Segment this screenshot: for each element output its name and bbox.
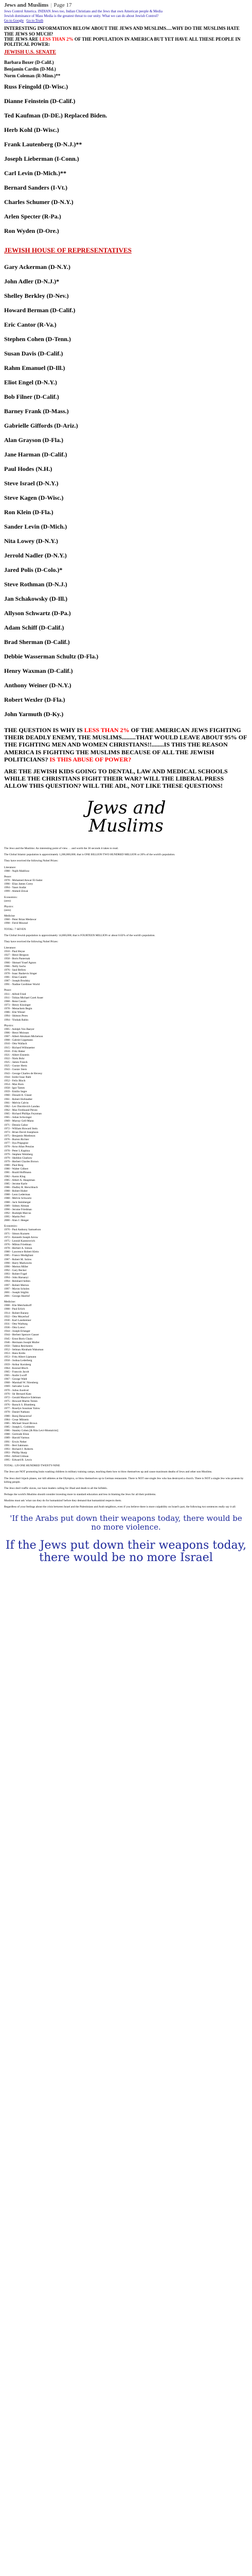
intro-red: LESS THAN 2% — [39, 36, 74, 42]
page-label: Page 17 — [53, 2, 72, 8]
rep-item: Shelley Berkley (D-Nev.) — [4, 292, 69, 299]
rep-item: Adam Schiff (D-Calif.) — [4, 623, 64, 631]
list-item: 1969 - Salvador Luria — [4, 1385, 29, 1388]
intro-pre: INTERESTING INFORMATION BELOW ABOUT THE JEWS AND MUSLIMS.....WHY DO THE MUSLIMS HATE THE JEWS SO MUCH? — [4, 26, 240, 37]
list-item: 1958 - Boris Pasternak — [4, 957, 30, 961]
list-item: 1990 - Merton Miller — [4, 1265, 28, 1268]
list-item: 1988 - Robert Huber — [4, 1190, 28, 1193]
list-item: 1943 - George Charles de Hevesy — [4, 1072, 43, 1075]
link-truth[interactable]: Go to Truth — [26, 18, 44, 23]
total-islam: TOTAL: 7 SEVEN — [4, 927, 26, 931]
list-item: 1965 - Andre Lwoff — [4, 1374, 27, 1377]
rep-item: Jared Polis (D-Colo.)* — [4, 566, 63, 573]
senate-heading: JEWISH U.S. SENATE — [4, 49, 56, 55]
rep-item: Nita Lowey (D-N.Y.) — [4, 537, 58, 545]
paragraph: Perhaps the world's Muslims should consider investing more in standard education and less in blaming the Jews for all their problems. — [4, 1493, 156, 1497]
list-item: 1992 - Rudolph Marcus — [4, 1211, 31, 1215]
rep-item: Bob Filner (D-Calif.) — [4, 393, 59, 400]
list-item: 1993 - Robert Fogel — [4, 1273, 27, 1276]
list-item: 1975 - Howard Martin Temin — [4, 1399, 38, 1403]
jews-literature — [4, 946, 248, 987]
list-item: 1972 - Kenneth Joseph Arrow — [4, 1235, 38, 1239]
list-item: 1931 - Otto Warburg — [4, 1323, 28, 1326]
list-item: 1985 - Joseph L. Goldstein — [4, 1425, 35, 1429]
list-item: 1972 - William Howard Stein — [4, 1127, 38, 1130]
list-item: 1990 - Elias James Corey — [4, 883, 33, 886]
list-item: 1994 - Shimon Peres — [4, 1014, 28, 1018]
book-title-line-2: Muslims — [88, 816, 164, 837]
senator-item: Charles Schumer (D-N.Y.) — [4, 198, 74, 206]
list-item: 1972 - Gerald Maurice Edelman — [4, 1396, 41, 1399]
list-item: 1976 - Milton Friedman — [4, 1243, 32, 1247]
list-item: 1960 - Donald A. Glaser — [4, 1094, 32, 1097]
list-item: 1994 - Alfred Gilman — [4, 1455, 29, 1459]
list-item: 1943 - Gustav Stern — [4, 1068, 27, 1072]
rep-item: Henry Waxman (D-Calif.) — [4, 667, 73, 674]
list-item: 1915 - Richard Willstaetter — [4, 1046, 35, 1049]
site-title: Jews and Muslims — [4, 2, 49, 8]
house-list — [4, 260, 248, 721]
paragraph: They have received the following Nobel Prizes: — [4, 940, 59, 943]
list-item: 1980 - Lawrence Robert Klein — [4, 1250, 39, 1254]
senator-item: Russ Feingold (D-Wisc.) — [4, 82, 68, 90]
senator-item: Benjamin Cardin (D-Md.) — [4, 66, 56, 72]
list-item: 1968 - Marshall W. Nirenberg — [4, 1381, 39, 1385]
list-item: 1971 - Dennis Gabor — [4, 1123, 28, 1127]
list-item: 1952 - Felix Bloch — [4, 1079, 26, 1082]
list-item: 1977 - Roselyn Sussman Yalow — [4, 1407, 40, 1411]
islam-medicine — [4, 914, 248, 925]
nav-line-2[interactable]: Jewish dominance of Mass Media is the greatest threat to our unity. What we can do about Jewish Control? — [4, 13, 159, 18]
list-item: (zero) — [4, 899, 11, 903]
list-item: 1998 - Ferid Mourad — [4, 922, 28, 925]
rep-item: Gabrielle Giffords (D-Ariz.) — [4, 421, 78, 429]
group-title: Medicine: — [4, 1300, 16, 1304]
list-item: 1953 - Hans Krebs — [4, 1352, 26, 1355]
list-item: 2001 - George Akerlof — [4, 1295, 30, 1298]
list-item: 1984 - Cesar Milstein — [4, 1418, 29, 1421]
list-item: 1989 - Sidney Altman — [4, 1204, 29, 1208]
book-title — [4, 799, 248, 836]
list-item: 1930 - Karl Landsteiner — [4, 1318, 31, 1322]
rep-item: Susan Davis (D-Calif.) — [4, 349, 63, 357]
senator-item: Ron Wyden (D-Ore.) — [4, 227, 59, 234]
list-item: 1958 - Igor Tamm — [4, 1087, 25, 1090]
rep-item: John Adler (D-N.J.)* — [4, 277, 60, 285]
paragraph: The Global Islamic population is approximately 1,200,000,000; that is ONE BILLION TWO HUNDRED MILLION or 20% of the world's population. — [4, 853, 175, 857]
list-item: 1991 - Nadine Gordimer World — [4, 983, 40, 987]
list-item: 1988 - Jack Steinberger — [4, 1200, 31, 1204]
group-title: Physics: — [4, 1024, 14, 1027]
list-item: 1987 - Joseph Brodsky — [4, 979, 30, 983]
list-item: 1970 - Sir Bernard Katz — [4, 1392, 31, 1396]
list-item: 1927 - Henri Bergson — [4, 954, 29, 957]
list-item: 1999 - Ahmed Zewai — [4, 890, 28, 893]
list-item: 1997 - Myron Scholes — [4, 1287, 30, 1291]
rep-item: Jerrold Nadler (D-N.Y.) — [4, 551, 67, 559]
jews-peace — [4, 989, 248, 1022]
nav-line-3 — [4, 19, 248, 23]
list-item: 1994 - Yitzhak Rabin — [4, 1018, 28, 1022]
question-2: ARE THE JEWISH KIDS GOING TO DENTAL, LAW AND MEDICAL SCHOOLS WHILE THE CHRISTIANS FIGHT THEIR WAR? WILL THE LIBERAL PRESS ALLOW THIS QUESTION? WILL THE ADL, NOT LIKE THESE QUESTIONS! — [4, 767, 228, 790]
paragraph: The Jews don't hijack planes, nor kill athletes at the Olympics, or blow themselves up in German restaurants. There is NOT one single Jew who has destroyed a church. There is NOT a single Jew who protests by killing people. — [4, 1477, 244, 1484]
list-item: 1978 - Menachem Begin — [4, 1007, 32, 1011]
list-item: 1990 - Harry Markowitz — [4, 1261, 32, 1265]
total-jews: TOTAL: 129 ONE HUNDRED TWENTY-NINE — [4, 1464, 60, 1468]
list-item: 1906 - Henri Moissan — [4, 1031, 29, 1035]
list-item: 1969 - Murray Gell-Mann — [4, 1120, 34, 1123]
rep-item: Howard Berman (D-Calif.) — [4, 306, 76, 314]
islam-literature — [4, 866, 248, 873]
list-item: 1980 - Walter Gilbert — [4, 1167, 28, 1171]
islam-physics — [4, 905, 248, 912]
list-item: 1994 - Yaser Arafat — [4, 886, 26, 890]
list-item: 1925 - Gustav Hertz — [4, 1064, 27, 1068]
list-item: 1991 - Bert Sakmann — [4, 1444, 28, 1447]
senator-item: Bernard Sanders (I-Vt.) — [4, 183, 67, 191]
senator-item: Carl Levin (D-Mich.)** — [4, 169, 66, 177]
rep-item: Alan Grayson (D-Fla.) — [4, 436, 63, 444]
senator-item: Herb Kohl (D-Wisc.) — [4, 126, 59, 133]
list-item: 1922 - Niels Bohr — [4, 1057, 25, 1061]
list-item: 1914 - Robert Barany — [4, 1311, 29, 1315]
rep-item: John Yarmuth (D-Ky.) — [4, 710, 64, 718]
list-item: 1985 - Michael Stuart Brown — [4, 1421, 38, 1425]
rep-item: Anthony Weiner (D-N.Y.) — [4, 681, 71, 689]
rep-item: Sander Levin (D-Mich.) — [4, 522, 67, 530]
nav-line-1[interactable]: Jews Control America. INDIAN Jews too, Indian Christians and the Jews that own American people & Media — [4, 9, 163, 13]
list-item: 1911 - Tobias Michael Carel Asser — [4, 996, 44, 999]
list-item: 1961 - Melvin Calvin — [4, 1101, 29, 1105]
book-title-line-1: Jews and — [86, 797, 166, 818]
list-item: 1959 - Emilio Segre — [4, 1090, 27, 1094]
paragraph: Regardless of your feelings about the crisis between Israel and the Palestinians and Arab neighbors, even if you believe there is more culpability on Israel's part, the following two sentences really say it all: — [4, 1505, 236, 1509]
list-item: 1979 - Herbert Charles Brown — [4, 1160, 39, 1163]
list-item: 1965 - Francois Jacob — [4, 1370, 29, 1374]
list-item: 1950 - Tadeus Reichstein — [4, 1344, 33, 1348]
list-item: 1922 - Otto Meyerhof — [4, 1315, 29, 1318]
list-item: 1980 - Baruj Benacerraf — [4, 1414, 32, 1418]
rep-item: Barney Frank (D-Mass.) — [4, 407, 69, 415]
article — [0, 26, 252, 1563]
list-item: 1946 - Hermann Joseph Muller — [4, 1341, 40, 1344]
senator-item: Barbara Boxer (D-Calif.) — [4, 59, 54, 65]
list-item: 1975 - Leonid Kantorovich — [4, 1239, 35, 1243]
rep-item: Robert Wexler (D-Fla.) — [4, 696, 65, 703]
list-item: 1978 - Isaac Bashevis Singer — [4, 972, 37, 975]
list-item: 1944 - Joseph Erlanger — [4, 1330, 30, 1333]
list-item: 1964 - Konrad Bloch — [4, 1366, 28, 1370]
list-item: 1979 - Stephen Weinberg — [4, 1153, 33, 1156]
list-item: 1970 - Paul Anthony Samuelson — [4, 1228, 41, 1232]
paragraph: The Jews don't traffic slaves, nor have leaders calling for Jihad and death to all the Infidels. — [4, 1486, 107, 1490]
jews-medicine — [4, 1300, 248, 1462]
list-item: 1991 - Erwin Neher — [4, 1440, 27, 1444]
list-item: 1978 - Daniel Nathans — [4, 1411, 30, 1414]
list-item: 1953 - Fritz Albert Lipmann — [4, 1355, 37, 1359]
rep-item: Steve Rothman (D-N.J.) — [4, 580, 67, 588]
list-item: 1908 - Gabriel Lippmann — [4, 1039, 33, 1042]
list-item: 2001 - Joseph Stiglitz — [4, 1291, 29, 1294]
list-item: 1978 - Peter L Kapitza — [4, 1149, 30, 1153]
list-item: 1986 - Elie Wiesel — [4, 1011, 25, 1014]
link-google[interactable]: Go to Google — [4, 18, 24, 23]
list-item: 1936 - Otto Loewi — [4, 1326, 25, 1330]
list-item: 1997 - Robert Merton — [4, 1283, 29, 1287]
rep-item: Ron Klein (D-Fla.) — [4, 508, 53, 516]
list-item: 1945 - Ernst Boris Chain — [4, 1337, 32, 1341]
group-title: Physics: — [4, 905, 14, 908]
list-item: 1978 - Mohamed Anwar El-Sadat — [4, 878, 43, 882]
paragraph: The Jews are NOT promoting brain washing children in military training camps, teaching them how to blow themselves up and cause maximum deaths of Jews and other non Muslims. — [4, 1470, 212, 1474]
list-item: 1986 - Stanley Cohen [& Rita Levi-Montalcini] — [4, 1429, 59, 1433]
list-item: 1988 - Gertrude Elion — [4, 1433, 29, 1436]
page-header — [0, 0, 252, 23]
q1-red: LESS THAN 2% — [84, 726, 130, 734]
separator: | — [50, 2, 52, 8]
list-item: 1965 - Richard Phillips Feynman — [4, 1112, 42, 1116]
list-item: 1995 - Martin Perl — [4, 1215, 25, 1219]
question-1: THE QUESTION IS WHY IS LESS THAN 2% OF THE AMERICAN JEWS FIGHTING THEIR DEADLY ENEMY, THE MUSLIMS.........THAT WOULD LEAVE ABOUT 95% OF THE FIGHTING MEN AND WOMEN CHRISTIANS!!........IS THIS THE REASON AMERICA IS FIGHTING THE MUSLIMS BECAUSE OF ALL THE JEWISH POLITICIANS? IS THIS ABUSE OF POWER? — [4, 726, 247, 764]
list-item: 1986 - Dudley R. Herschbach — [4, 1185, 38, 1189]
list-item: 1975 - Benjamin Mottleson — [4, 1134, 35, 1138]
list-item: 1988 - Melvin Schwartz — [4, 1197, 32, 1200]
list-item: 1962 - Max Ferdinand Perutz — [4, 1108, 38, 1112]
list-item: 1976 - Burton Richter — [4, 1138, 29, 1142]
list-item: 1985 - Franco Modigliani — [4, 1254, 33, 1258]
list-item: 1985 - Jerome Karle — [4, 1182, 28, 1185]
group-title: Peace: — [4, 875, 12, 878]
senator-item: Arlen Specter (R-Pa.) — [4, 212, 61, 220]
islam-peace — [4, 875, 248, 894]
paragraph: The Global Jewish population is approximately 14,000,000; that is FOURTEEN MILLION or about 0.02% of the world's population. — [4, 934, 155, 937]
list-item: 1989 - Harold Varmus — [4, 1436, 29, 1440]
list-item: 1966 - Shmuel Yosef Agnon — [4, 961, 37, 964]
list-item: 1973 - Brian David Josephson — [4, 1130, 39, 1134]
list-item: 1952 - Selman Abraham Waksman — [4, 1348, 44, 1351]
paragraph: The Jews and the Muslims: An interesting point of view. . . and worth the 30 seconds it takes to read. — [4, 847, 119, 851]
list-item: 1965 - Julian Schwinger — [4, 1116, 32, 1120]
rep-item: Steve Israel (D-N.Y.) — [4, 479, 59, 487]
list-item: 1982 - Aaron Klug — [4, 1175, 26, 1178]
list-item: 1966 - Nelly Sachs — [4, 964, 26, 968]
list-item: 1995 - Edward B. Lewis — [4, 1459, 32, 1462]
rep-item: Jane Harman (D-Calif.) — [4, 450, 67, 458]
list-item: 1988 - Najib Mahfooz — [4, 869, 30, 873]
senator-item: Frank Lautenberg (D-N.J.)** — [4, 140, 82, 148]
rep-item: Allyson Schwartz (D-Pa.) — [4, 609, 71, 617]
list-item: 1994 - Reinhard Selten — [4, 1280, 30, 1283]
list-item: 1921 - Albert Einstein — [4, 1053, 29, 1057]
book-body — [4, 847, 248, 1509]
senator-item: Ted Kaufman (D-DE.) Replaced Biden. — [4, 111, 107, 119]
list-item: 1987 - Robert M. Solow — [4, 1258, 32, 1261]
list-item: (zero) — [4, 908, 11, 912]
list-item: 1954 - Max Born — [4, 1083, 24, 1086]
list-item: 1907 - Albert Abraham Michelson — [4, 1035, 43, 1039]
rep-item: Stephen Cohen (D-Tenn.) — [4, 335, 71, 343]
list-item: 1944 - Isidor Issac Rabi — [4, 1075, 31, 1079]
senator-item: Norm Coleman (R-Minn.)** — [4, 73, 61, 78]
rep-item: Paul Hodes (N.H.) — [4, 465, 52, 472]
senate-list — [4, 59, 248, 238]
quote-jews: If the Jews put down their weapons today, there would be no more Israel — [5, 1539, 247, 1564]
paragraph: Muslims must ask 'what can they do for humankind' before they demand that humankind respects them. — [4, 1499, 122, 1503]
list-item: 1981 - Elias Canetti — [4, 976, 27, 979]
list-item: 1993 - Richard J. Roberts — [4, 1447, 33, 1451]
intro-main: THE JEWS ARE LESS THAN 2% OF THE POPULATION IN AMERICA BUT YET HAVE ALL THESE PEOPLE IN POLITICAL POWER: — [4, 36, 241, 47]
rep-item: Eric Cantor (R-Va.) — [4, 320, 57, 328]
jews-economics — [4, 1225, 248, 1298]
list-item: 1968 - Rene Cassin — [4, 999, 26, 1003]
senator-item: Joseph Lieberman (I-Conn.) — [4, 155, 79, 162]
list-item: 1988 - Leon Lederman — [4, 1193, 30, 1197]
list-item: 1959 - Arthur Kornberg — [4, 1363, 31, 1366]
list-item: 1910 - Paul Heyse — [4, 950, 25, 954]
list-item: 1976 - Baruch S. Blumberg — [4, 1403, 35, 1407]
group-title: Economics: — [4, 895, 17, 899]
rep-item: Eliot Engel (D-N.Y.) — [4, 378, 57, 386]
rep-item: Brad Sherman (D-Calif.) — [4, 638, 70, 646]
nav-links — [4, 9, 248, 23]
list-item: 1990 - Jerome Friedman — [4, 1208, 32, 1211]
list-item: 1967 - George Wald — [4, 1378, 27, 1381]
q1-red-2: IS THIS ABUSE OF POWER? — [49, 756, 132, 764]
list-item: 1981 - Roald Hoffmann — [4, 1171, 31, 1175]
intro — [4, 26, 248, 47]
list-item: 1908 - Paul Erlich — [4, 1308, 25, 1311]
group-title: Literature: — [4, 946, 16, 950]
list-item: 1978 - Herbert A. Simon — [4, 1247, 32, 1250]
list-item: 1944 - Herbert Spencer Gasser — [4, 1333, 39, 1337]
group-title: Medicine — [4, 914, 15, 918]
list-item: 1910 - Otto Wallach — [4, 1042, 27, 1046]
list-item: 1911 - Alfred Fried — [4, 992, 26, 996]
house-heading: JEWISH HOUSE OF REPRESENTATIVES — [4, 246, 132, 254]
list-item: 1985 - Albert A. Hauptman — [4, 1178, 35, 1182]
quote-arabs: 'If the Arabs put down their weapons today, there would be no more violence. — [10, 1514, 242, 1532]
list-item: 1993 - Phillip Sharp — [4, 1451, 27, 1454]
rep-item: Jan Schakowsky (D-Ill.) — [4, 595, 68, 602]
list-item: 1980 - Paul Berg — [4, 1164, 24, 1167]
group-title: Peace: — [4, 989, 12, 992]
list-item: 1971 - Simon Kuznets — [4, 1232, 30, 1235]
paragraph: They have received the following Nobel Prizes: — [4, 859, 59, 863]
list-item: 1994 - John Harsanyi — [4, 1276, 29, 1280]
page-title — [4, 2, 248, 8]
list-item: 1961 - Robert Hofstadter — [4, 1097, 33, 1101]
list-item: 2000 - Alan J. Heeger — [4, 1219, 29, 1223]
list-item: 1958 - Joshua Lederberg — [4, 1359, 32, 1363]
senator-item: Dianne Feinstein (D-Calif.) — [4, 97, 76, 105]
list-item: 1908 - Elie Metchnikoff — [4, 1304, 32, 1308]
list-item: 1992 - Gary Becker — [4, 1269, 27, 1273]
rep-item: Debbie Wasserman Schultz (D-Fla.) — [4, 652, 99, 660]
list-item: 1973 - Henry Kissinger — [4, 1004, 31, 1007]
list-item: 1977 - Ilya Prigogine — [4, 1142, 28, 1145]
list-item: 1970 - Julius Axelrod — [4, 1388, 29, 1392]
rep-item: Gary Ackerman (D-N.Y.) — [4, 263, 70, 270]
group-title: Economics: — [4, 1225, 17, 1228]
rep-item: Steve Kagen (D-Wisc.) — [4, 494, 64, 501]
list-item: 1905 - Adolph Von Baeyer — [4, 1027, 34, 1031]
rep-item: Rahm Emanuel (D-Ill.) — [4, 364, 65, 371]
islam-economics — [4, 896, 248, 903]
list-item: 1918 - Fritz Haber — [4, 1049, 25, 1053]
list-item: 1976 - Saul Bellow — [4, 968, 26, 972]
list-item: 1960 - Peter Brian Medawar — [4, 918, 37, 922]
list-item: 1962 - Lev Davidovich Landau — [4, 1105, 40, 1108]
list-item: 1925 - James Franck — [4, 1061, 28, 1064]
list-item: 1978 - Arno Allan Penzias — [4, 1145, 34, 1149]
group-title: Literature: — [4, 866, 16, 869]
list-item: 1979 - Sheldon Glashow — [4, 1156, 32, 1160]
jews-physics — [4, 1024, 248, 1223]
